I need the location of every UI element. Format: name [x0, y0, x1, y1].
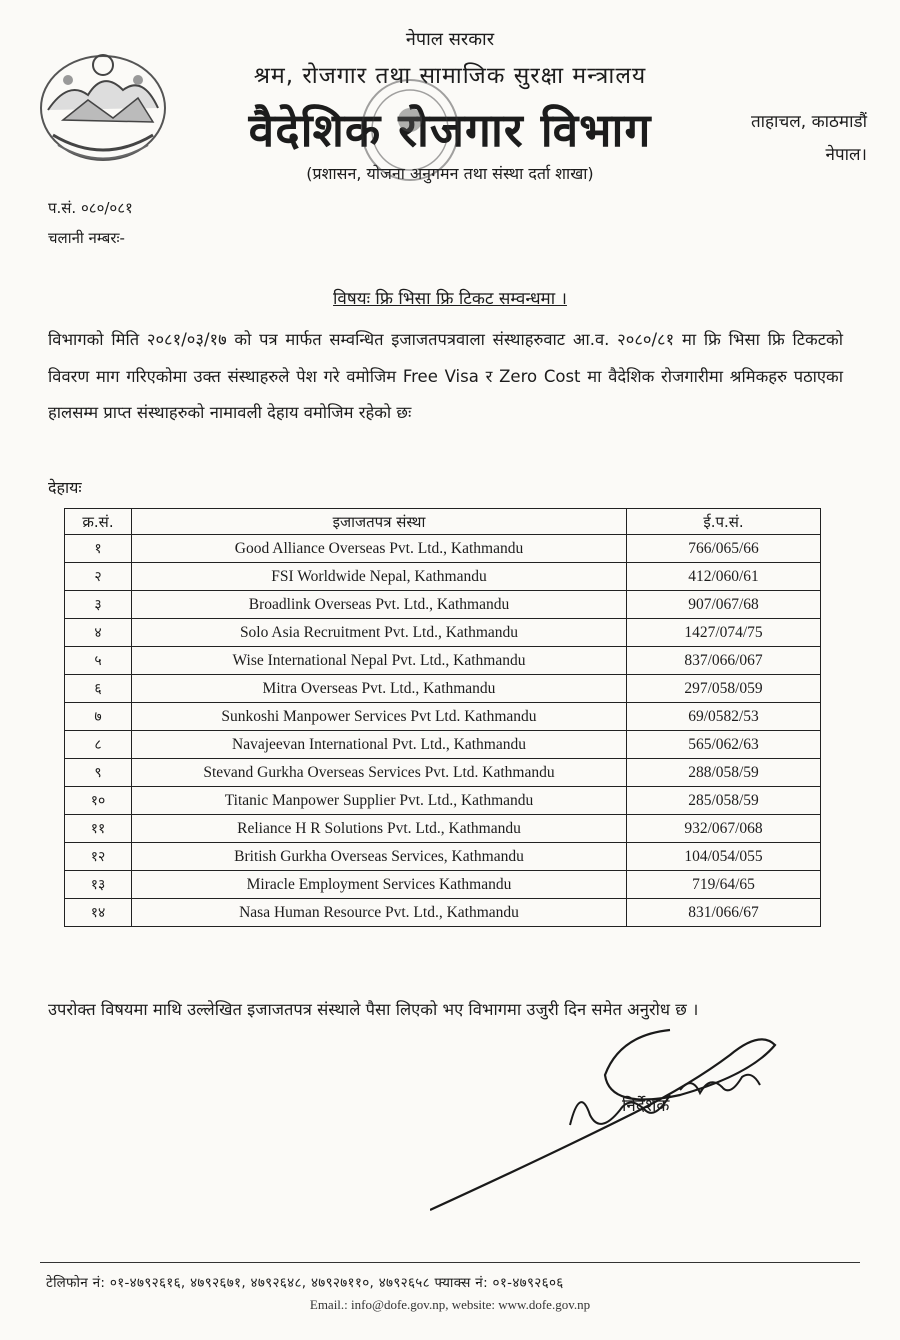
license-cell: 719/64/65 [627, 871, 821, 899]
ministry-name: श्रम, रोजगार तथा सामाजिक सुरक्षा मन्त्रालय [253, 63, 647, 89]
office-address [712, 106, 867, 172]
agency-cell: Wise International Nepal Pvt. Ltd., Kathmandu [132, 647, 627, 675]
agency-cell: Stevand Gurkha Overseas Services Pvt. Ltd. Kathmandu [132, 759, 627, 787]
header-serial: क्र.सं. [65, 509, 132, 535]
table-row [65, 591, 821, 619]
agency-cell: Sunkoshi Manpower Services Pvt Ltd. Kathmandu [132, 703, 627, 731]
serial-cell: ४ [65, 619, 132, 647]
serial-cell: ५ [65, 647, 132, 675]
agency-cell: Navajeevan International Pvt. Ltd., Kathmandu [132, 731, 627, 759]
serial-cell: २ [65, 563, 132, 591]
agency-cell: Mitra Overseas Pvt. Ltd., Kathmandu [132, 675, 627, 703]
reference-number: प.सं. ०८०/०८१ [48, 199, 133, 217]
license-cell: 412/060/61 [627, 563, 821, 591]
agency-cell: Solo Asia Recruitment Pvt. Ltd., Kathmandu [132, 619, 627, 647]
license-cell: 104/054/055 [627, 843, 821, 871]
license-cell: 297/058/059 [627, 675, 821, 703]
table-row [65, 703, 821, 731]
serial-cell: १ [65, 535, 132, 563]
table-row [65, 535, 821, 563]
agency-cell: Broadlink Overseas Pvt. Ltd., Kathmandu [132, 591, 627, 619]
serial-cell: १० [65, 787, 132, 815]
license-cell: 565/062/63 [627, 731, 821, 759]
license-cell: 831/066/67 [627, 899, 821, 927]
table-row [65, 759, 821, 787]
license-cell: 288/058/59 [627, 759, 821, 787]
agency-cell: Reliance H R Solutions Pvt. Ltd., Kathmandu [132, 815, 627, 843]
serial-cell: १४ [65, 899, 132, 927]
agency-cell: Titanic Manpower Supplier Pvt. Ltd., Kathmandu [132, 787, 627, 815]
dispatch-number: चलानी नम्बरः- [48, 229, 125, 247]
table-row [65, 843, 821, 871]
license-cell: 69/0582/53 [627, 703, 821, 731]
license-cell: 285/058/59 [627, 787, 821, 815]
closing-paragraph: उपरोक्त विषयमा माथि उल्लेखित इजाजतपत्र संस्थाले पैसा लिएको भए विभागमा उजुरी दिन समेत अनुरोध छ । [48, 1000, 699, 1019]
serial-cell: ११ [65, 815, 132, 843]
department-name: वैदेशिक रोजगार विभाग [248, 103, 652, 157]
address-city: ताहाचल, काठमाडौं [750, 112, 867, 132]
table-row [65, 563, 821, 591]
license-cell: 766/065/66 [627, 535, 821, 563]
agency-cell: British Gurkha Overseas Services, Kathmandu [132, 843, 627, 871]
header-agency: इजाजतपत्र संस्था [132, 509, 627, 535]
agency-cell: FSI Worldwide Nepal, Kathmandu [132, 563, 627, 591]
license-cell: 1427/074/75 [627, 619, 821, 647]
serial-cell: ८ [65, 731, 132, 759]
table-row [65, 647, 821, 675]
serial-cell: ६ [65, 675, 132, 703]
agency-cell: Nasa Human Resource Pvt. Ltd., Kathmandu [132, 899, 627, 927]
agency-cell: Good Alliance Overseas Pvt. Ltd., Kathmandu [132, 535, 627, 563]
signer-title: निर्देशक [622, 1096, 670, 1116]
license-cell: 907/067/68 [627, 591, 821, 619]
office-stamp-icon [355, 75, 465, 190]
table-row [65, 787, 821, 815]
address-country: नेपाल। [825, 145, 867, 165]
serial-cell: ७ [65, 703, 132, 731]
table-row [65, 815, 821, 843]
agency-cell: Miracle Employment Services Kathmandu [132, 871, 627, 899]
table-row [65, 675, 821, 703]
dehay-label: देहायः [48, 478, 82, 497]
branch-name: (प्रशासन, योजना अनुगमन तथा संस्था दर्ता शाखा) [306, 164, 594, 183]
footer-email: Email.: info@dofe.gov.np, website: www.dofe.gov.np [309, 1297, 591, 1312]
agency-table [64, 508, 821, 927]
license-cell: 837/066/067 [627, 647, 821, 675]
table-row [65, 731, 821, 759]
government-name: नेपाल सरकार [405, 29, 495, 50]
table-row [65, 871, 821, 899]
body-paragraph: विभागको मिति २०८१/०३/१७ को पत्र मार्फत सम्वन्धित इजाजतपत्रवाला संस्थाहरुवाट आ.व. २०८०/८१ मा फ्रि भिसा फ्रि टिकटको विवरण माग गरिएकोमा उक्त संस्थाहरुले पेश गरे वमोजिम Free Visa र Zero Cost मा वैदेशिक रोजगारीमा श्रमिकहरु पठाएका हालसम्म प्राप्त संस्थाहरुको नामावली देहाय वमोजिम रहेको छः [48, 330, 843, 422]
table-row [65, 899, 821, 927]
table-row [65, 619, 821, 647]
footer-divider [40, 1262, 860, 1263]
footer-phone: टेलिफोन नं: ०१-४७९२६१६, ४७९२६७१, ४७९२६४८, ४७९२७११०, ४७९२६५८ फ्याक्स नं: ०१-४७९२६०६ [46, 1275, 564, 1291]
serial-cell: ९ [65, 759, 132, 787]
header-license: ई.प.सं. [627, 509, 821, 535]
license-cell: 932/067/068 [627, 815, 821, 843]
serial-cell: १२ [65, 843, 132, 871]
letter-subject: विषयः फ्रि भिसा फ्रि टिकट सम्वन्धमा । [333, 289, 567, 309]
serial-cell: १३ [65, 871, 132, 899]
table-header-row [65, 509, 821, 535]
serial-cell: ३ [65, 591, 132, 619]
